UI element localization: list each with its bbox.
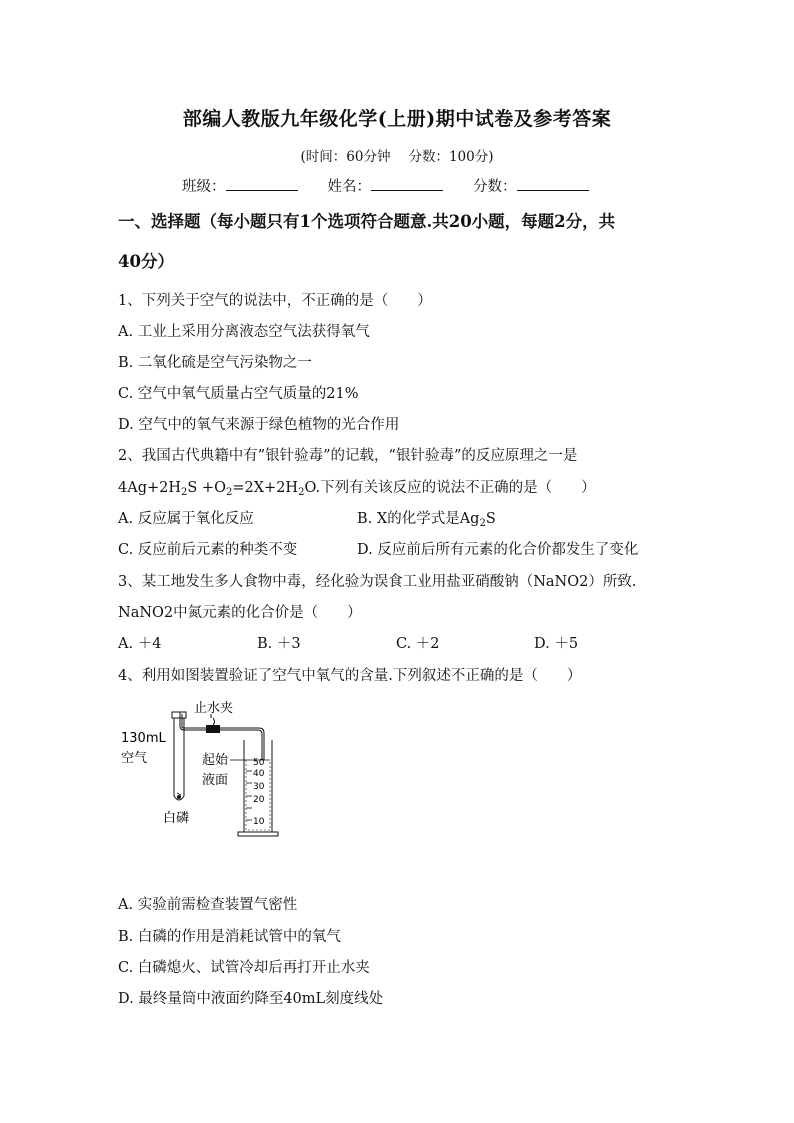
q4-option-b: B. 白磷的作用是消耗试管中的氧气	[118, 929, 341, 945]
q2-option-b-text: B. X的化学式是Ag	[357, 511, 480, 527]
q2-stem-line2	[118, 476, 596, 498]
q4-option-c: C. 白磷熄火、试管冷却后再打开止水夹	[118, 960, 370, 976]
q3-option-a: A. ＋4	[118, 636, 162, 652]
tick-label: 30	[253, 782, 265, 792]
q2-eq-sub2: 2	[225, 487, 233, 498]
score-blank[interactable]	[517, 176, 589, 191]
tick-label: 10	[253, 817, 265, 827]
q2-stem-line1: 2、我国古代典籍中有”银针验毒”的记载，“银针验毒”的反应原理之一是	[118, 448, 578, 464]
exam-info	[0, 145, 794, 165]
q3-stem-line1: 3、某工地发生多人食物中毒，经化验为误食工业用盐亚硝酸钠（NaNO2）所致.	[118, 574, 637, 590]
q3-option-b: B. ＋3	[257, 636, 301, 652]
oxygen-experiment-figure	[118, 700, 288, 850]
class-blank[interactable]	[226, 176, 298, 191]
clamp-label: 止水夹	[194, 701, 234, 716]
q1-option-c: C. 空气中氧气质量占空气质量的21%	[118, 386, 359, 402]
section-heading	[118, 202, 688, 282]
q3-option-c: C. ＋2	[396, 636, 440, 652]
q4-stem: 4、利用如图装置验证了空气中氧气的含量.下列叙述不正确的是（ ）	[118, 668, 582, 684]
name-label: 姓名：	[327, 179, 371, 195]
student-info-fields	[182, 175, 619, 196]
score-label: 分数：	[473, 179, 517, 195]
q2-eq-sub1: 2	[181, 487, 188, 498]
start-level-label-1: 起始	[202, 753, 229, 768]
q4-option-d: D. 最终量筒中液面约降至40mL刻度线处	[118, 991, 384, 1007]
exam-total-score: 分数：100分)	[408, 149, 494, 165]
q2-option-c: C. 反应前后元素的种类不变	[118, 542, 298, 558]
q2-eq-part2: S +O	[187, 480, 226, 496]
q2-option-b	[357, 507, 496, 529]
name-blank[interactable]	[371, 176, 443, 191]
q1-stem: 1、下列关于空气的说法中，不正确的是（ ）	[118, 293, 432, 309]
q1-option-b: B. 二氧化硫是空气污染物之一	[118, 355, 312, 371]
tick-label: 20	[253, 795, 265, 805]
exam-time: (时间：60分钟	[300, 149, 391, 165]
class-label: 班级：	[182, 179, 226, 195]
start-level-label-2: 液面	[202, 773, 229, 788]
q2-option-a: A. 反应属于氧化反应	[118, 511, 254, 527]
white-phosphorus	[177, 793, 181, 799]
q2-option-b-end: S	[485, 511, 496, 527]
q2-eq-part4: O.下列有关该反应的说法不正确的是（ ）	[304, 480, 596, 496]
tick-label: 50	[253, 758, 265, 768]
q2-option-d: D. 反应前后所有元素的化合价都发生了变化	[357, 542, 639, 558]
q3-stem-line2: NaNO2中氮元素的化合价是（ ）	[118, 605, 362, 621]
test-tube	[172, 712, 186, 800]
q2-eq-part3: =2X+2H	[232, 480, 299, 496]
q1-option-a: A. 工业上采用分离液态空气法获得氧气	[118, 324, 370, 340]
q4-option-a: A. 实验前需检查装置气密性	[118, 897, 298, 913]
q2-eq-sub3: 2	[298, 487, 305, 498]
q3-option-d: D. ＋5	[534, 636, 579, 652]
air-label: 空气	[121, 751, 148, 766]
q2-eq-part1: 4Ag+2H	[118, 480, 181, 496]
volume-label: 130mL	[121, 731, 166, 746]
section-heading-line2: 40分）	[118, 252, 174, 271]
tick-label: 40	[253, 769, 265, 779]
water-clamp	[206, 714, 220, 733]
phosphorus-label: 白磷	[163, 811, 190, 826]
section-heading-line1: 一、选择题（每小题只有1个选项符合题意.共20小题，每题2分，共	[118, 212, 616, 231]
q2-option-b-sub: 2	[479, 518, 486, 529]
page-title: 部编人教版九年级化学(上册)期中试卷及参考答案	[182, 108, 612, 130]
q1-option-d: D. 空气中的氧气来源于绿色植物的光合作用	[118, 417, 400, 433]
